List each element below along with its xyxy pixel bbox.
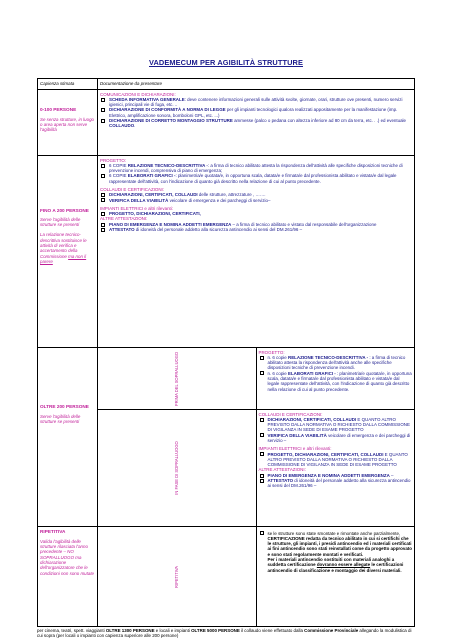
list-item: n. 6 copie ELABORATI GRAFICI - : planimetria/e quotata/e, in opportuna scala, datata/e e firmata/e dal professionista abilitato e vistata/e dal legale rappresentate dell'attività, con l'indicazione di quanto già descritto nella relazione di cui al punto precedente. xyxy=(259,371,413,392)
section-altre: ALTRE ATTESTAZIONI: xyxy=(100,216,148,222)
row-oltre-200 xyxy=(38,348,415,410)
list-item: DICHIARAZIONI, CERTIFICATI, COLLAUDI delle strutture, attrezzature , ……. xyxy=(100,192,412,197)
checkbox[interactable] xyxy=(101,228,105,232)
section-collaudi: COLLAUDI E CERTIFICAZIONI: xyxy=(100,186,165,192)
capienza-title: FINO A 200 PERSONE xyxy=(40,207,89,213)
list-item: PIANO DI EMERGENZA E NOMINA ADDETTI EMERGENZA – a firma di tecnico abilitato e vistato dal responsabile dell'organizzazione xyxy=(100,222,412,227)
checkbox[interactable] xyxy=(101,212,105,216)
checkbox[interactable] xyxy=(101,223,105,227)
capienza-note: Se senza strutture, in luogo o area aperta non serve l'agibilità xyxy=(40,116,95,133)
checkbox[interactable] xyxy=(260,479,264,483)
checkbox[interactable] xyxy=(260,418,264,422)
checkbox[interactable] xyxy=(101,174,105,178)
capienza-cell xyxy=(38,348,98,527)
header-capienza: Capienza stimata xyxy=(38,79,98,90)
section-impianti: IMPIANTI ELETTRICI e altri rilevanti: xyxy=(258,446,332,452)
checkbox[interactable] xyxy=(101,119,105,123)
capienza-cell xyxy=(38,156,98,348)
section-progetto: PROGETTO: xyxy=(100,157,127,163)
row-fino-200 xyxy=(38,156,415,348)
documentazione-cell xyxy=(256,410,415,527)
footer-note: per cinema, teatri, spett. viaggianti OLTRE 1300 PERSONE e locali e impianti OLTRE 5000 PERSONE il collaudo viene effettuato dalla Commissione Provinciale allegando la modulistica di cui sopra (per locali o impianti con capienza superiore alle 200 persone) xyxy=(37,628,412,639)
row-ripetitiva xyxy=(38,527,415,627)
checkbox[interactable] xyxy=(260,433,264,437)
section-progetto: PROGETTO: xyxy=(258,349,285,355)
phase-prima-cell xyxy=(98,348,257,410)
vademecum-table xyxy=(37,78,415,627)
phase-prima-label: PRIMA DEL SOPRALLUOGO xyxy=(173,351,179,406)
list-item: PROGETTO, DICHIARAZIONI, CERTIFICATI, xyxy=(100,211,412,216)
capienza-note: Valida l'agibilità delle strutture rilasciata l'anno precedente – NO SOPRALLUOGO ma dichiarazione dell'organizzatore che le condizioni non sono mutate xyxy=(40,538,95,576)
capienza-cell xyxy=(38,90,98,156)
checkbox[interactable] xyxy=(101,108,105,112)
checkbox[interactable] xyxy=(260,356,264,360)
phase-sopralluogo-label: IN FASE DI SOPRALLUOGO xyxy=(173,441,179,495)
checkbox[interactable] xyxy=(101,98,105,102)
documentazione-cell xyxy=(256,527,415,627)
capienza-cell xyxy=(38,527,98,627)
list-item: DICHIARAZIONE DI CONFORMITÀ A NORMA DI LEGGE per gli impianti tecnologici qualora realizzati appositamente per la manifestazione (imp. Elettrico, amplificazione sonora, bomboloni GPL, etc. ...) xyxy=(100,107,412,118)
list-item: se le strutture sono state smontate e rimontate anche parzialmente, CERTIFICAZIONE redatta da tecnico abilitato in cui si certifichi che le strutture, gli impianti, i presidi antincendio ed i materiali certificati ai fini antincendio sono stati reinstallati come da progetto approvato e sono stati regolarmente montati e verificati. Per i materiali antincendio sostituiti con materiali analoghi a suddetta certificazione dovranno essere allegate le certificazioni antincendio di classificazione e montaggio dei diversi materiali. xyxy=(259,531,413,573)
section-comunicazioni: COMUNICAZIONI E DICHIARAZIONI: xyxy=(100,91,176,97)
phase-ripetitiva-label: RIPETITIVA xyxy=(173,565,179,588)
capienza-note: Serve l'agibilità delle strutture se presenti xyxy=(40,216,81,228)
list-item: PIANO DI EMERGENZA E NOMINA ADDETTI EMERGENZA – xyxy=(259,473,413,478)
list-item: 6 COPIE RELAZIONE TECNICO-DESCRITTIVA -: a firma di tecnico abilitato attesta la rispondenza dell'attività alle specifiche disposizioni tecniche di prevenzione incendi, comprensiva di piano di emergenza; xyxy=(100,163,412,174)
row-0-100 xyxy=(38,90,415,156)
documentazione-cell xyxy=(256,348,415,410)
phase-ripetitiva-cell xyxy=(98,527,257,627)
checkbox[interactable] xyxy=(260,531,264,535)
checkbox[interactable] xyxy=(101,193,105,197)
header-documentazione: Documentazione da presentare xyxy=(98,79,415,90)
list-item: VERIFICA DELLA VIABILITÀ veicolare di emergenza e dei parcheggi di servizio– xyxy=(100,198,412,203)
checkbox[interactable] xyxy=(101,198,105,202)
checkbox[interactable] xyxy=(260,452,264,456)
capienza-note-relazione: La relazione tecnico-descrittiva sostituisce le attività di verifica e accertamento della Commissione ma non il parere xyxy=(40,232,87,264)
list-item: ATTESTATO di idoneità del personale addetto alla sicurezza antincendio ai sensi del DM.261/96 – xyxy=(259,478,413,489)
documentazione-cell xyxy=(98,156,415,348)
page-title: VADEMECUM PER AGIBILITÀ STRUTTURE xyxy=(149,58,303,67)
capienza-note: Serve l'agibilità delle strutture se presenti xyxy=(40,413,81,425)
section-impianti: IMPIANTI ELETTRICI e altri rilevanti: xyxy=(100,205,173,211)
list-item: 6 COPIE ELABORATI GRAFICI -: planimetria/e quotata/e, in opportuna scala, datata/e e firmata/e dal professionista abilitato e vistata/e dal legale rappresentate dell'attività, con l'indicazione di quanto già descritto nella relazione di cui al punto precedente. xyxy=(100,173,412,184)
list-item: n. 6 copie RELAZIONE TECNICO-DESCRITTIVA - : a firma di tecnico abilitato attesta la rispondenza dell'attività anche alle specifiche disposizioni tecniche di prevenzione incendi. xyxy=(259,355,413,371)
list-item: SCHEDA INFORMATIVA GENERALE: deve contenere informazioni generali sulle attività svolte, giornate, orari, strutture ove presenti, numero servizi igienici, principali vie di fuga, etc. .. xyxy=(100,97,412,108)
list-item: VERIFICA DELLA VIABILITÀ veicolare di emergenza e dei parcheggi di servizio – xyxy=(259,433,413,444)
section-collaudi: COLLAUDI E CERTIFICAZIONI: xyxy=(258,411,323,417)
checkbox[interactable] xyxy=(260,474,264,478)
checkbox[interactable] xyxy=(260,371,264,375)
checkbox[interactable] xyxy=(101,164,105,168)
list-item: DICHIARAZIONI, CERTIFICATI, COLLAUDI E QUANTO ALTRO PREVISTO DALLA NORMATIVA O RICHIESTO DALLA COMMISSIONE DI VIGILANZA IN SEDE DI ESAME PROGETTO xyxy=(259,417,413,433)
capienza-title: OLTRE 200 PERSONE xyxy=(40,403,89,409)
list-item: DICHIARAZIONE DI CORRETTO MONTAGGIO STRUTTURE ammesse (palco o pedana con altezza inferiore ad 80 cm da terra, etc. . .) ed eventuale COLLAUDO. xyxy=(100,118,412,129)
list-item: ATTESTATO di idoneità del personale addetto alla sicurezza antincendio ai sensi del DM.261/96 – xyxy=(100,227,412,232)
phase-sopralluogo-cell xyxy=(98,410,257,527)
capienza-title: 0-100 PERSONE xyxy=(40,106,77,112)
section-altre: ALTRE ATTESTAZIONI: xyxy=(258,467,306,473)
capienza-title: RIPETITIVA xyxy=(40,528,66,534)
documentazione-cell xyxy=(98,90,415,156)
list-item: PROGETTO, DICHIARAZIONI, CERTIFICATI, COLLAUDI E QUANTO ALTRO PREVISTO DALLA NORMATIVA O RICHIESTO DALLA COMMISSIONE DI VIGILANZA IN SEDE DI ESAME PROGETTO xyxy=(259,452,413,468)
